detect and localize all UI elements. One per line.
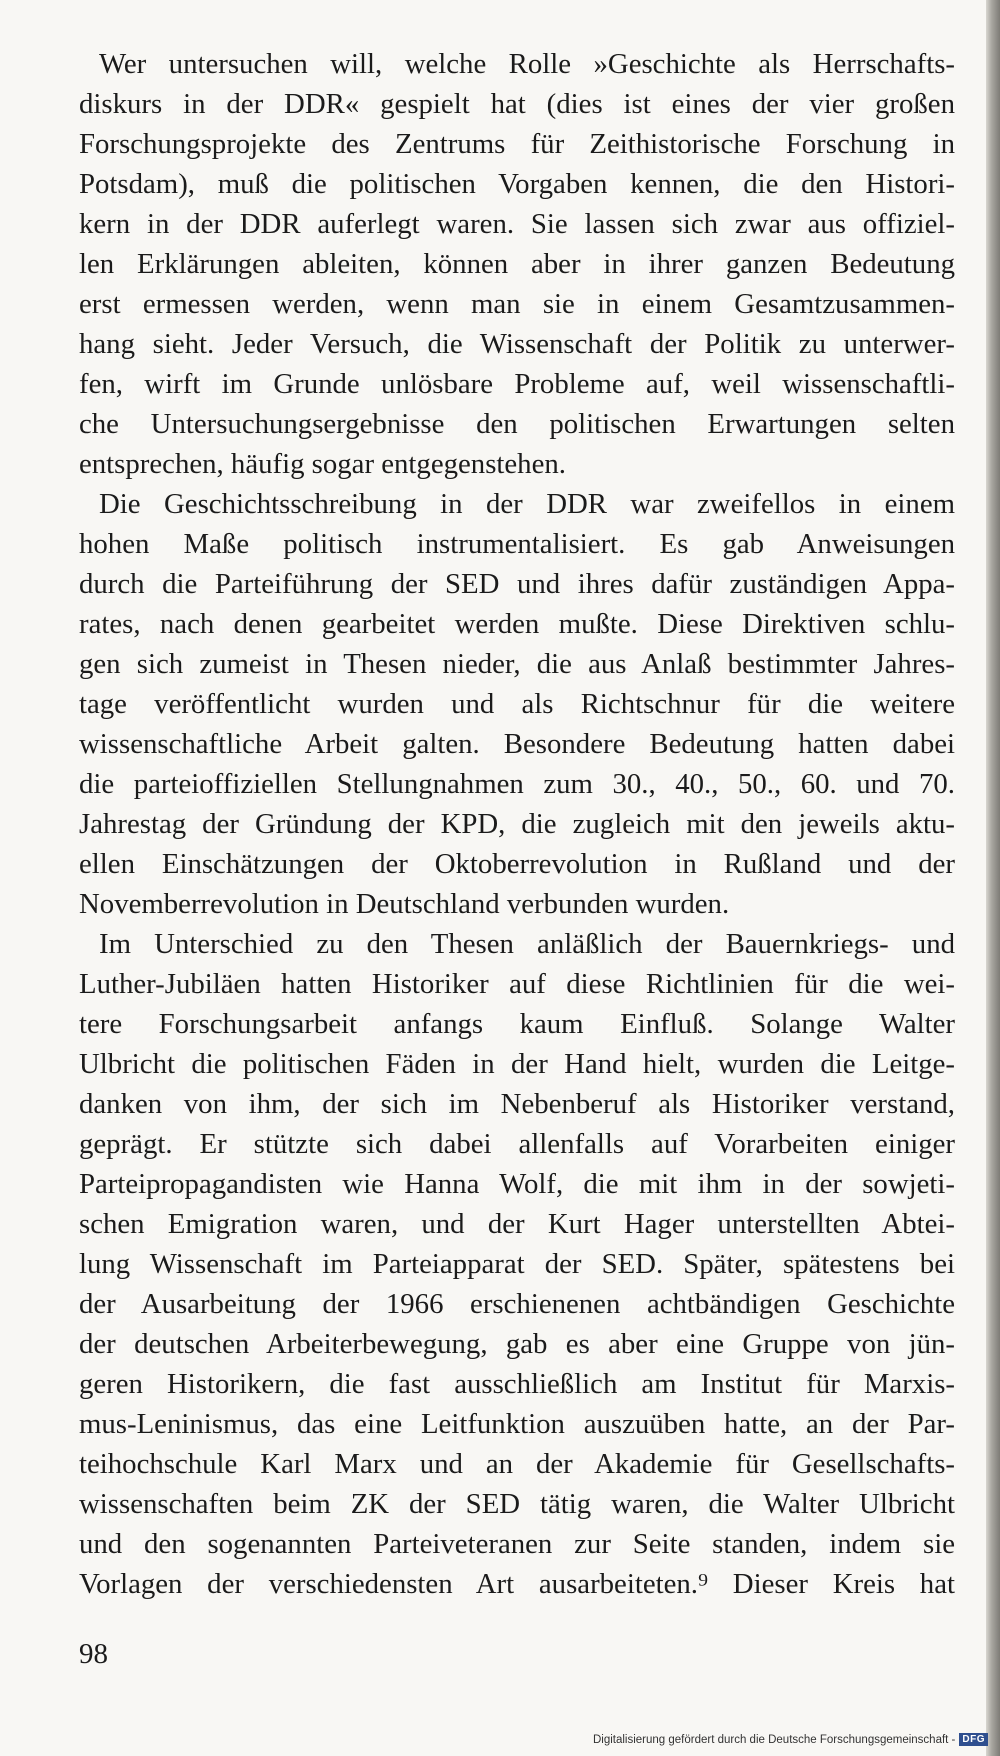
text-line: erst ermessen werden, wenn man sie in einem Gesamtzusammen- <box>79 288 955 320</box>
text-line: che Untersuchungsergebnisse den politischen Erwartungen selten <box>79 408 955 440</box>
text-line: kern in der DDR auferlegt waren. Sie lassen sich zwar aus offiziel- <box>79 208 955 240</box>
text-line: hohen Maße politisch instrumentalisiert. Es gab Anweisungen <box>79 528 955 560</box>
text-line: Die Geschichtsschreibung in der DDR war zweifellos in einem <box>99 488 955 520</box>
text-line: diskurs in der DDR« gespielt hat (dies ist eines der vier großen <box>79 88 955 120</box>
text-line: lung Wissenschaft im Parteiapparat der SED. Später, spätestens bei <box>79 1248 955 1280</box>
text-line: geren Historikern, die fast ausschließlich am Institut für Marxis- <box>79 1368 955 1400</box>
text-line: Forschungsprojekte des Zentrums für Zeithistorische Forschung in <box>79 128 955 160</box>
text-line: Wer untersuchen will, welche Rolle »Geschichte als Herrschafts- <box>99 48 955 80</box>
text-line: Jahrestag der Gründung der KPD, die zugleich mit den jeweils aktu- <box>79 808 955 840</box>
text-line: gen sich zumeist in Thesen nieder, die aus Anlaß bestimmter Jahres- <box>79 648 955 680</box>
text-line: tere Forschungsarbeit anfangs kaum Einfluß. Solange Walter <box>79 1008 955 1040</box>
text-line: Im Unterschied zu den Thesen anläßlich der Bauernkriegs- und <box>99 928 955 960</box>
page-number: 98 <box>79 1638 108 1670</box>
paragraph-2 <box>79 484 955 924</box>
text-line: rates, nach denen gearbeitet werden mußte. Diese Direktiven schlu- <box>79 608 955 640</box>
text-line: mus-Leninismus, das eine Leitfunktion auszuüben hatte, an der Par- <box>79 1408 955 1440</box>
digitization-footer <box>593 1733 988 1746</box>
text-line: Luther-Jubiläen hatten Historiker auf diese Richtlinien für die wei- <box>79 968 955 1000</box>
text-line: der Ausarbeitung der 1966 erschienenen achtbändigen Geschichte <box>79 1288 955 1320</box>
text-line: entsprechen, häufig sogar entgegenstehen. <box>79 448 566 480</box>
page-edge-shadow <box>986 0 1000 1756</box>
text-line: wissenschaften beim ZK der SED tätig waren, die Walter Ulbricht <box>79 1488 955 1520</box>
text-line: die parteioffiziellen Stellungnahmen zum 30., 40., 50., 60. und 70. <box>79 768 955 800</box>
footer-credit: Digitalisierung gefördert durch die Deutsche Forschungsgemeinschaft - <box>592 1733 956 1746</box>
text-line: geprägt. Er stützte sich dabei allenfalls auf Vorarbeiten einiger <box>79 1128 955 1160</box>
text-line: Parteipropagandisten wie Hanna Wolf, die mit ihm in der sowjeti- <box>79 1168 955 1200</box>
text-line: Vorlagen der verschiedensten Art ausarbeiteten.⁹ Dieser Kreis hat <box>79 1568 955 1600</box>
text-line: fen, wirft im Grunde unlösbare Probleme auf, weil wissenschaftli- <box>79 368 955 400</box>
text-line: Novemberrevolution in Deutschland verbunden wurden. <box>79 888 730 920</box>
text-line: schen Emigration waren, und der Kurt Hager unterstellten Abtei- <box>79 1208 955 1240</box>
text-line: danken von ihm, der sich im Nebenberuf als Historiker verstand, <box>79 1088 955 1120</box>
paragraph-1 <box>79 44 955 484</box>
text-line: tage veröffentlicht wurden und als Richtschnur für die weitere <box>79 688 955 720</box>
text-line: Ulbricht die politischen Fäden in der Hand hielt, wurden die Leitge- <box>79 1048 955 1080</box>
dfg-logo-icon: DFG <box>959 1733 988 1746</box>
text-line: der deutschen Arbeiterbewegung, gab es aber eine Gruppe von jün- <box>79 1328 955 1360</box>
text-line: durch die Parteiführung der SED und ihres dafür zuständigen Appa- <box>79 568 955 600</box>
text-line: wissenschaftliche Arbeit galten. Besondere Bedeutung hatten dabei <box>79 728 955 760</box>
text-line: ellen Einschätzungen der Oktoberrevolution in Rußland und der <box>79 848 955 880</box>
body-text <box>79 44 955 1604</box>
text-line: len Erklärungen ableiten, können aber in ihrer ganzen Bedeutung <box>79 248 955 280</box>
text-line: hang sieht. Jeder Versuch, die Wissenschaft der Politik zu unterwer- <box>79 328 955 360</box>
text-line: Potsdam), muß die politischen Vorgaben kennen, die den Histori- <box>79 168 955 200</box>
paragraph-3 <box>79 924 955 1604</box>
text-line: teihochschule Karl Marx und an der Akademie für Gesellschafts- <box>79 1448 955 1480</box>
text-line: und den sogenannten Parteiveteranen zur Seite standen, indem sie <box>79 1528 955 1560</box>
